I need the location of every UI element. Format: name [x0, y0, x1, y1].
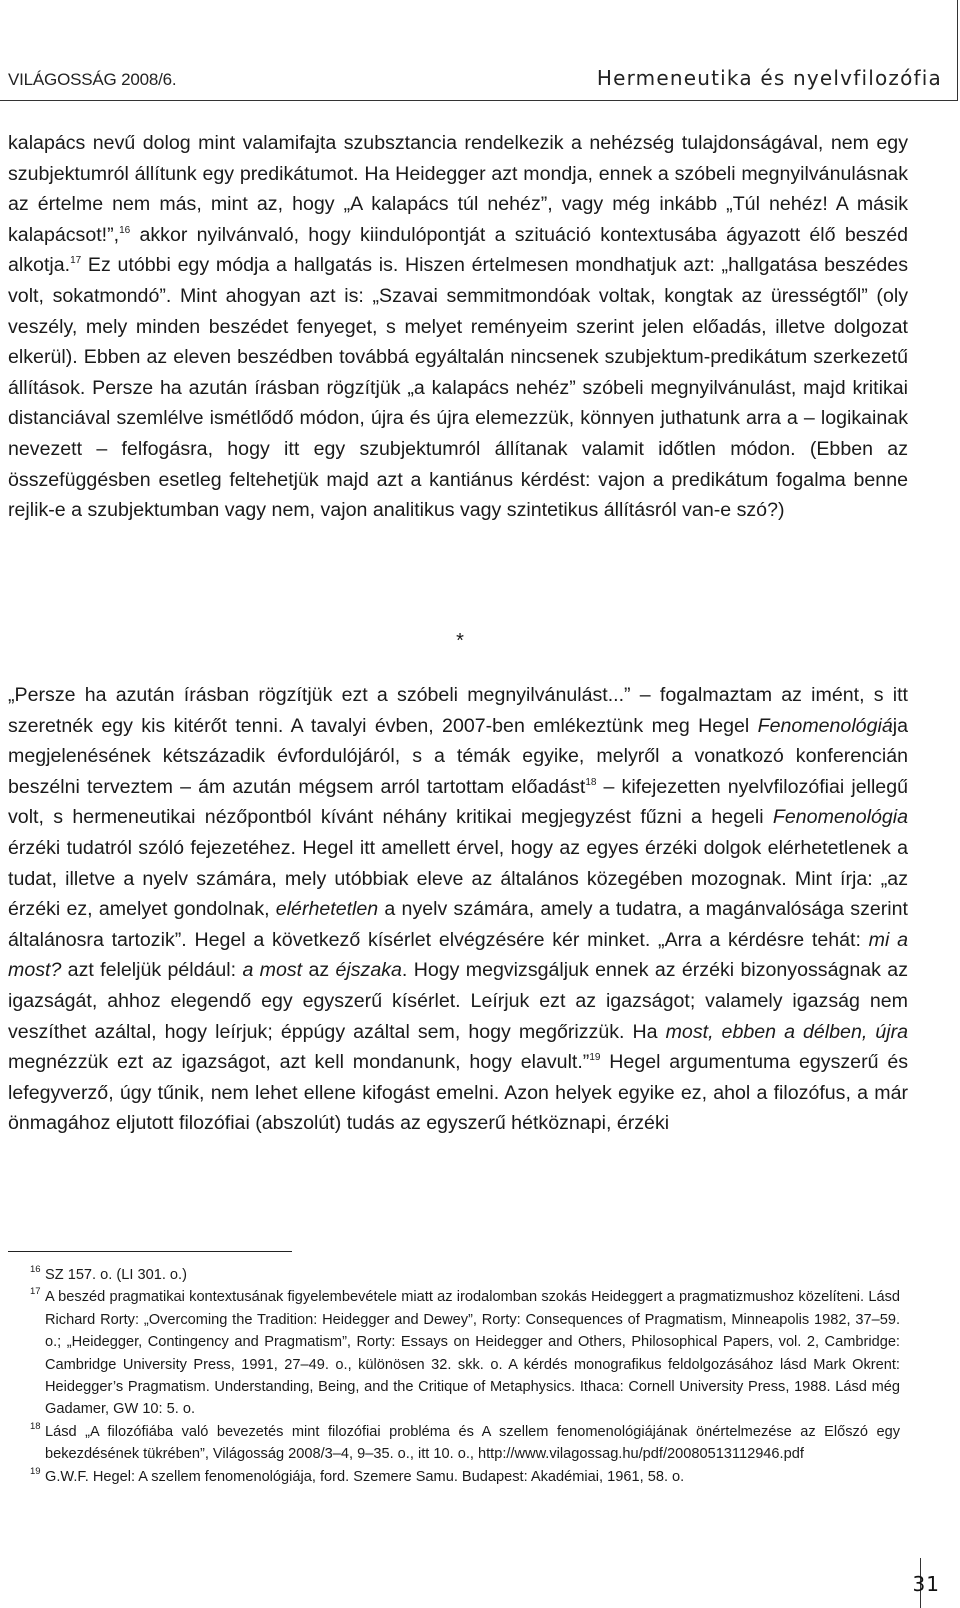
footnote-text: A beszéd pragmatikai kontextusának figyelembevétele miatt az irodalomban szokás Heideggert a pragmatizmushoz közelíteni. Lásd Richard Rorty: „Overcoming the Tradition: Heidegger and Dewey”, Rorty: Consequences of Pragmatism, Minneapolis 1982, 37–59. o.; „Heidegger, Contingency and Pragmatism”, Rorty: Essays on Heidegger and Others, Philosophical Papers, vol. 2, Cambridge: Cambridge University Press, 1991, 27–49. o., különösen 32. skk. o. A kérdés monografikus feldolgozásához lásd Mark Okrent: Heidegger’s Pragmatism. Understanding, Being, and the Critique of Metaphysics. Ithaca: Cornell University Press, 1988. Lásd még Gadamer, GW 10: 5. o. [45, 1289, 900, 1418]
para2-text-4: érzéki tudatról szóló fejezetéhez. Hegel itt amellett érvel, hogy az egyes érzéki dolgok elérhetetlenek a tudat, illetve a nyelv számára, mely utóbbiak eleve az általános közegében mozognak. Mint írja: „az érzéki ez, amelyet gondolnak, [8, 836, 908, 921]
footnote-17 [8, 1286, 900, 1420]
footnote-19 [8, 1466, 900, 1488]
para2-text-8: . Hogy megvizsgáljuk ennek az érzéki bizonyosságnak az igazságát, ahhoz elegendő egy egyszerű kísérlet. Leírjuk ezt az igazságot; valamely igazság nem veszíthet azáltal, hogy leírjuk; éppúgy azáltal sem, hogy megőrizzük. Ha [8, 959, 908, 1043]
footnotes [8, 1264, 900, 1488]
footnote-number: 18 [30, 1420, 41, 1432]
section-title: Hermeneutika és nyelvfilozófia [596, 66, 942, 90]
para2-italic-6: éjszaka [335, 959, 402, 982]
footnote-number: 17 [30, 1286, 41, 1298]
footnote-16 [8, 1264, 900, 1286]
page-number: 31 [912, 1572, 940, 1596]
para2-italic-1: Fenomenológiá [757, 714, 893, 737]
para1-text-1: kalapács nevű dolog mint valamifajta szubsztancia rendelkezik a nehézség tulajdonságával, nem egy szubjektumról állítunk egy predikátumot. Ha Heidegger azt mondja, ennek a szóbeli megnyilvánulásnak az értelme nem más, mint az, hogy „A kalapács túl nehéz”, vagy még inkább „Túl nehéz! A másik kalapácsot!”, [8, 132, 908, 246]
body-paragraph-2 [8, 680, 908, 1139]
footnote-number: 19 [30, 1465, 41, 1477]
para2-text-2: ja megjelenésének kétszázadik évfordulójáról, s a témák egyike, melyről a vonatkozó konferencián beszélni terveztem – ám azután mégsem arról tartottam előadást [8, 714, 908, 798]
para2-italic-7: most, ebben a délben, újra [665, 1020, 908, 1043]
journal-issue: VILÁGOSSÁG 2008/6. [8, 70, 177, 89]
footnote-ref-18: 18 [585, 776, 597, 788]
para2-italic-2: Fenomenológia [772, 806, 908, 829]
footnote-rule [8, 1251, 292, 1252]
para1-text-2: akkor nyilvánvaló, hogy kiindulópontját a szituáció kontextusába ágyazott élő beszéd alkotja. [8, 223, 908, 277]
footnote-text: Lásd „A filozófiába való bevezetés mint filozófiai probléma és A szellem fenomenológiájának önértelmezése az Előszó egy bekezdésének tükrében”, Világosság 2008/3–4, 9–35. o., itt 10. o., http://www.vilagossag.hu/pdf/20080513112946.pdf [45, 1423, 900, 1463]
header-corner-rule [957, 0, 958, 101]
para2-text-9: megnézzük ezt az igazságot, azt kell mondanunk, hogy elavult.” [8, 1051, 590, 1074]
para2-italic-3: elérhetetlen [275, 898, 379, 921]
footnote-text: G.W.F. Hegel: A szellem fenomenológiája, ford. Szemere Samu. Budapest: Akadémiai, 1961, 58. o. [45, 1468, 685, 1485]
para2-text-7: az [302, 959, 336, 982]
para2-italic-4: mi a most? [8, 928, 908, 982]
footnote-ref-17: 17 [70, 255, 82, 267]
para2-text-3: – kifejezetten nyelvfilozófiai jellegű volt, s hermeneutikai nézőpontból kívánt néhány kritikai megjegyzést fűzni a hegeli [8, 775, 908, 829]
footnote-18 [8, 1421, 900, 1466]
section-separator: * [456, 630, 464, 652]
footnote-ref-16: 16 [119, 224, 131, 236]
para1-text-3: Ez utóbbi egy módja a hallgatás is. Hiszen értelmesen mondhatjuk azt: „hallgatása beszédes volt, sokatmondó”. Mint ahogyan azt is: „Szavai semmitmondóak voltak, kongtak az ürességtől” (oly veszély, mely minden beszédet fenyeget, s melyet reményeim szerint jelen előadás, illetve dolgozat elkerül). Ebben az eleven beszédben továbbá egyáltalán nincsenek szubjektum-predikátum szerkezetű állítások. Persze ha azután írásban rögzítjük „a kalapács nehéz” szóbeli megnyilvánulást, majd kritikai distanciával szemlélve ismétlődő módon, újra és újra elemezzük, könnyen juthatunk arra a – logikainak nevezett – felfogásra, hogy itt egy szubjektumról állítanak valamit időtlen módon. (Ebben az összefüggésben esetleg feltehetjük majd azt a kantiánus kérdést: vajon a predikátum fogalma benne rejlik-e a szubjektumban vagy nem, vajon analitikus vagy szintetikus állításról van-e szó?) [8, 254, 908, 522]
footnote-number: 16 [30, 1264, 41, 1275]
para2-text-1: „Persze ha azután írásban rögzítjük ezt a szóbeli megnyilvánulást...” – fogalmaztam az imént, s itt szeretnék egy kis kitérőt tenni. A tavalyi évben, 2007-ben emlékeztünk meg Hegel [8, 684, 908, 737]
para2-text-10: Hegel argumentuma egyszerű és lefegyverző, úgy tűnik, nem lehet ellene kifogást emelni. Azon helyek egyike ez, ahol a filozófus, a már önmagához eljutott filozófiai (abszolút) tudás az egyszerű hétköznapi, érzéki [8, 1051, 909, 1135]
para2-text-6: azt feleljük például: [61, 959, 243, 982]
para2-italic-5: a most [242, 959, 303, 982]
footnote-text: SZ 157. o. (LI 301. o.) [45, 1267, 187, 1283]
running-header [0, 0, 960, 104]
body-paragraph-1 [8, 128, 908, 526]
footnote-ref-19: 19 [589, 1052, 601, 1064]
header-rule [0, 100, 958, 101]
para2-text-5: a nyelv számára, amely a tudatra, a magánvalósága szerint általánosra tartozik”. Hegel a következő kísérlet elvégzésére kér minket. „Arra a kérdésre tehát: [8, 898, 908, 951]
